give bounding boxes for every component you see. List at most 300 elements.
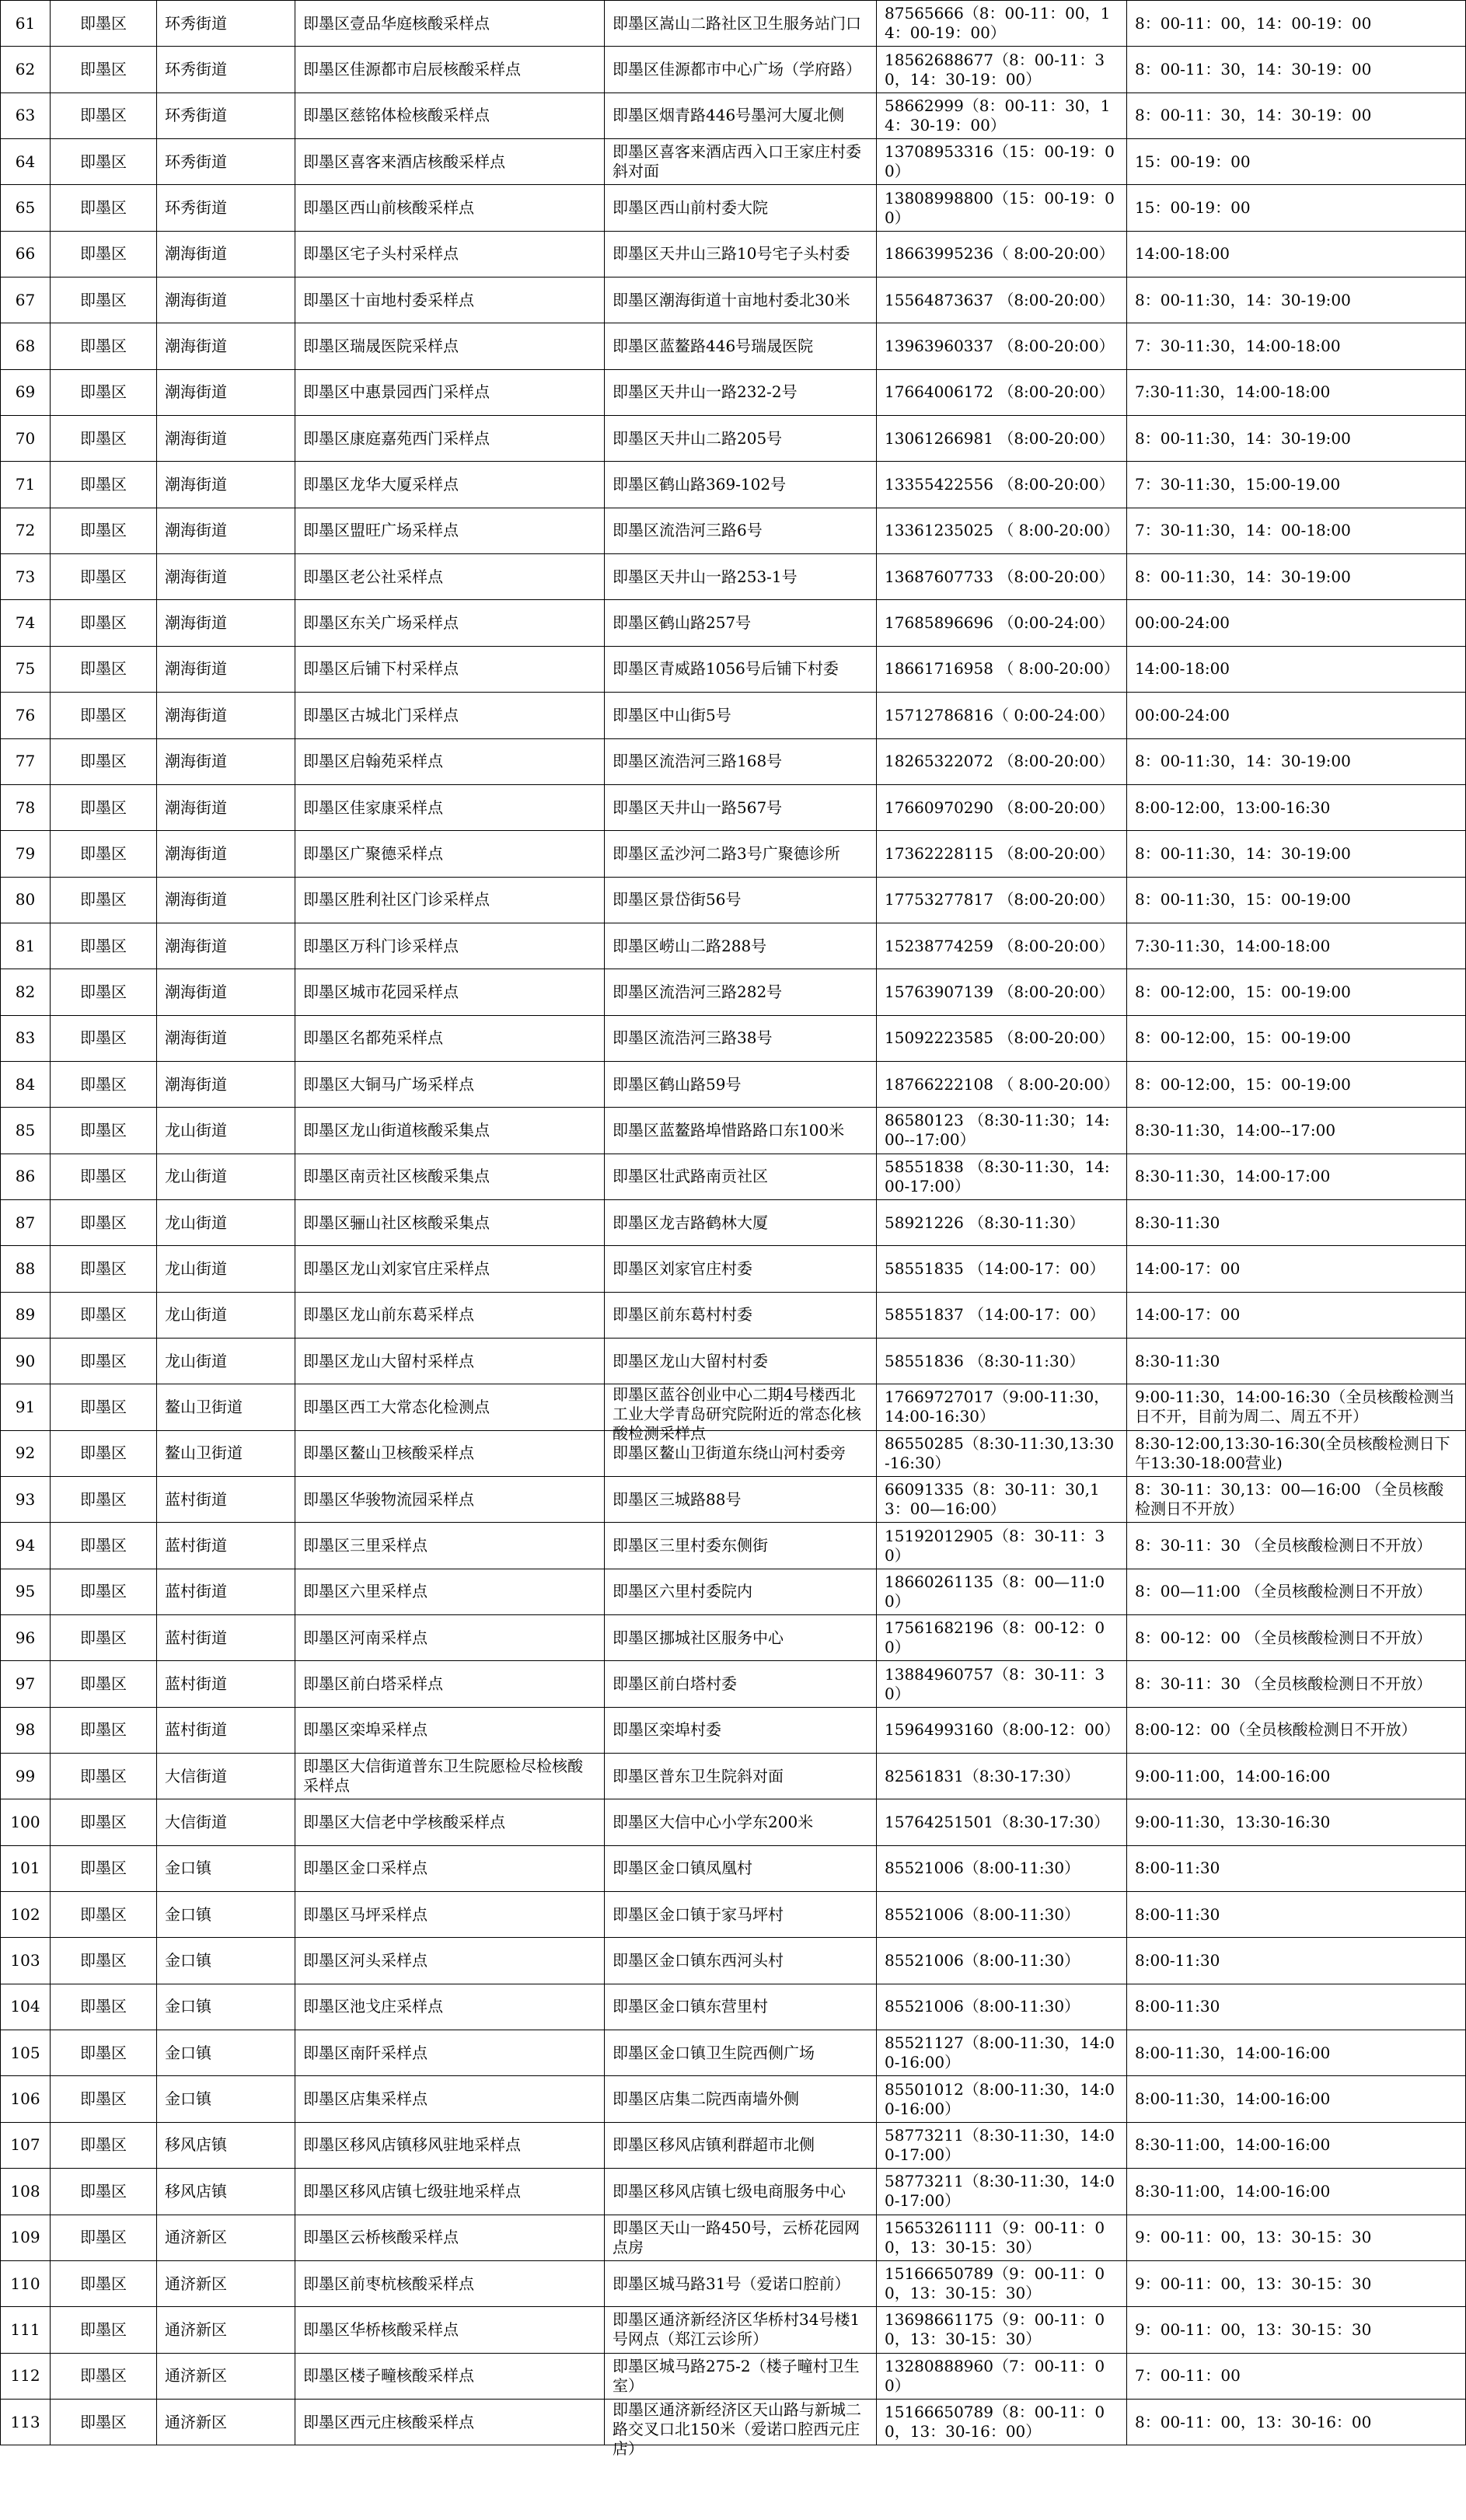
district-cell [51,646,157,692]
service-hours-text: 8:00-12：00（全员核酸检测日不开放） [1135,1720,1417,1740]
site-address-text: 即墨区孟沙河二路3号广聚德诊所 [613,843,840,863]
site-name-text: 即墨区胜利社区门诊采样点 [303,890,490,909]
subdistrict-cell [157,462,295,508]
site-address-text: 即墨区三城路88号 [613,1489,742,1509]
row-number-cell [1,1615,51,1661]
site-name-cell [295,1892,605,1938]
table-row [1,1430,1466,1476]
contact-and-hours-text: 58662999（8：00-11：30，14：30-19：00） [885,96,1111,134]
district-text: 即墨区 [80,60,127,79]
site-name-cell [295,2399,605,2445]
row-number-cell [1,2122,51,2168]
row-number-cell [1,1246,51,1292]
service-hours-text: 14:00-17：00 [1135,1305,1241,1325]
district-text: 即墨区 [80,428,127,448]
table-row [1,47,1466,92]
table-row [1,2353,1466,2399]
site-address-cell [605,923,877,969]
district-cell [51,738,157,784]
district-text: 即墨区 [80,1120,127,1140]
contact-and-hours-cell [877,1338,1127,1384]
site-name-cell [295,462,605,508]
site-name-text: 即墨区西元庄核酸采样点 [303,2412,474,2431]
row-number-cell [1,1292,51,1338]
service-hours-cell [1127,831,1466,877]
site-name-text: 即墨区龙山大留村采样点 [303,1351,474,1370]
site-address-text: 即墨区前白塔村委 [613,1674,737,1694]
service-hours-cell [1127,1015,1466,1061]
site-name-text: 即墨区老公社采样点 [303,567,443,586]
site-address-cell [605,1615,877,1661]
contact-and-hours-cell [877,1061,1127,1107]
service-hours-text: 8：00-11:30，14：30-19:00 [1135,428,1351,448]
district-cell [51,1154,157,1199]
contact-and-hours-text: 18663995236（ 8:00-20:00） [885,244,1115,264]
subdistrict-cell [157,47,295,92]
contact-and-hours-text: 13698661175（9：00-11：00，13：30-15：30） [885,2310,1105,2349]
site-name-text: 即墨区佳源都市启辰核酸采样点 [303,60,521,79]
service-hours-text: 9:00-11:00，14:00-16:00 [1135,1766,1331,1785]
site-address-text: 即墨区景岱街56号 [613,890,742,909]
site-name-cell [295,369,605,415]
row-number-text: 86 [15,1167,36,1186]
site-name-text: 即墨区金口采样点 [303,1859,428,1878]
site-address-text: 即墨区流浩河三路168号 [613,752,783,771]
district-text: 即墨区 [80,1213,127,1232]
district-text: 即墨区 [80,106,127,125]
district-text: 即墨区 [80,1997,127,2016]
district-cell [51,1661,157,1707]
row-number-text: 70 [15,428,36,448]
site-name-cell [295,877,605,923]
site-address-text: 即墨区西山前村委大院 [613,198,768,218]
site-name-text: 即墨区康庭嘉苑西门采样点 [303,428,490,448]
row-number-cell [1,139,51,185]
site-name-cell [295,1292,605,1338]
row-number-text: 62 [15,60,36,79]
district-cell [51,1108,157,1154]
contact-and-hours-text: 13884960757（8：30-11：30） [885,1664,1105,1703]
district-text: 即墨区 [80,982,127,1001]
row-number-cell [1,462,51,508]
district-text: 即墨区 [80,1813,127,1832]
row-number-cell [1,2399,51,2445]
subdistrict-cell [157,2169,295,2215]
subdistrict-text: 环秀街道 [165,13,227,33]
district-cell [51,1246,157,1292]
contact-and-hours-text: 17362228115 （8:00-20:00） [885,843,1115,863]
row-number-cell [1,554,51,600]
site-name-text: 即墨区鳌山卫核酸采样点 [303,1443,474,1463]
subdistrict-text: 金口镇 [165,1951,211,1970]
district-text: 即墨区 [80,936,127,955]
district-cell [51,1430,157,1476]
service-hours-text: 8：00-11:30，14：30-19:00 [1135,752,1351,771]
row-number-text: 88 [15,1258,36,1278]
contact-and-hours-cell [877,1523,1127,1569]
table-row [1,185,1466,231]
district-text: 即墨区 [80,1582,127,1601]
contact-and-hours-cell [877,554,1127,600]
service-hours-text: 8:00-11:30 [1135,1997,1220,2016]
district-text: 即墨区 [80,1951,127,1970]
table-row [1,416,1466,462]
site-name-cell [295,2122,605,2168]
district-cell [51,554,157,600]
contact-and-hours-text: 15964993160（8:00-12：00） [885,1720,1120,1740]
district-text: 即墨区 [80,2319,127,2339]
subdistrict-cell [157,1430,295,1476]
site-address-cell [605,1384,877,1443]
contact-and-hours-cell [877,2260,1127,2306]
district-text: 即墨区 [80,1258,127,1278]
table-row [1,462,1466,508]
site-address-cell [605,185,877,231]
subdistrict-text: 潮海街道 [165,613,227,633]
table-row [1,1892,1466,1938]
row-number-text: 98 [15,1720,36,1740]
contact-and-hours-cell [877,1569,1127,1614]
contact-and-hours-cell [877,877,1127,923]
site-address-cell [605,1892,877,1938]
subdistrict-cell [157,369,295,415]
service-hours-cell [1127,1754,1466,1799]
site-address-cell [605,2307,877,2353]
table-row [1,231,1466,277]
subdistrict-text: 环秀街道 [165,60,227,79]
site-address-text: 即墨区城马路275-2（楼子疃村卫生室） [613,2356,860,2395]
district-text: 即墨区 [80,1397,127,1416]
row-number-cell [1,2215,51,2260]
site-name-text: 即墨区中惠景园西门采样点 [303,382,490,402]
district-text: 即墨区 [80,798,127,817]
site-name-cell [295,2076,605,2122]
site-name-cell [295,784,605,830]
subdistrict-text: 蓝村街道 [165,1582,227,1601]
service-hours-cell [1127,646,1466,692]
service-hours-cell [1127,369,1466,415]
site-address-cell [605,831,877,877]
subdistrict-cell [157,1754,295,1799]
district-cell [51,369,157,415]
site-name-cell [295,1615,605,1661]
subdistrict-text: 移风店镇 [165,2181,227,2201]
table-row [1,1015,1466,1061]
subdistrict-text: 龙山街道 [165,1351,227,1370]
site-name-text: 即墨区古城北门采样点 [303,705,459,724]
row-number-text: 95 [15,1582,36,1601]
service-hours-cell [1127,1799,1466,1845]
site-address-text: 即墨区挪城社区服务中心 [613,1628,784,1647]
row-number-text: 106 [10,2089,40,2109]
district-cell [51,508,157,553]
subdistrict-text: 通济新区 [165,2366,227,2386]
site-address-text: 即墨区天井山二路205号 [613,428,783,448]
table-row [1,1292,1466,1338]
service-hours-text: 8：00-11:30，14：30-19:00 [1135,843,1351,863]
table-row [1,277,1466,323]
district-text: 即墨区 [80,244,127,264]
site-address-cell [605,738,877,784]
table-row [1,1661,1466,1707]
site-address-text: 即墨区移风店镇七级电商服务中心 [613,2181,846,2201]
row-number-cell [1,693,51,738]
site-name-text: 即墨区龙山街道核酸采集点 [303,1120,490,1140]
subdistrict-text: 潮海街道 [165,752,227,771]
row-number-text: 71 [15,475,36,494]
service-hours-cell [1127,1292,1466,1338]
district-cell [51,969,157,1015]
site-address-cell [605,2260,877,2306]
site-address-text: 即墨区金口镇于家马坪村 [613,1904,784,1924]
site-name-text: 即墨区栾埠采样点 [303,1720,428,1740]
site-name-text: 即墨区华骏物流园采样点 [303,1489,474,1509]
site-name-text: 即墨区移风店镇移风驻地采样点 [303,2135,521,2155]
district-cell [51,1061,157,1107]
contact-and-hours-cell [877,646,1127,692]
site-name-cell [295,323,605,369]
subdistrict-cell [157,1015,295,1061]
site-name-text: 即墨区大信老中学核酸采样点 [303,1813,505,1832]
contact-and-hours-text: 85521127（8:00-11:30，14:00-16:00） [885,2033,1115,2072]
contact-and-hours-text: 17561682196（8：00-12：00） [885,1618,1105,1657]
contact-and-hours-text: 15564873637 （8:00-20:00） [885,290,1115,309]
site-address-text: 即墨区流浩河三路6号 [613,521,763,540]
row-number-text: 84 [15,1074,36,1094]
subdistrict-text: 环秀街道 [165,198,227,218]
subdistrict-cell [157,1384,295,1430]
subdistrict-cell [157,1984,295,2030]
table-row [1,1154,1466,1199]
row-number-text: 89 [15,1305,36,1325]
table-row [1,1799,1466,1845]
row-number-cell [1,92,51,138]
subdistrict-cell [157,1799,295,1845]
table-row [1,2260,1466,2306]
site-name-text: 即墨区广聚德采样点 [303,843,443,863]
table-row [1,2076,1466,2122]
site-address-text: 即墨区喜客来酒店西入口王家庄村委斜对面 [613,142,861,181]
table-row [1,1984,1466,2030]
row-number-text: 67 [15,290,36,309]
site-name-cell [295,2169,605,2215]
contact-and-hours-cell [877,1707,1127,1753]
row-number-cell [1,2307,51,2353]
district-text: 即墨区 [80,1628,127,1647]
service-hours-text: 8：00-12:00，15：00-19:00 [1135,1028,1351,1048]
site-address-cell [605,2169,877,2215]
row-number-cell [1,369,51,415]
site-name-text: 即墨区马坪采样点 [303,1904,428,1924]
row-number-text: 64 [15,152,36,171]
subdistrict-cell [157,784,295,830]
service-hours-cell [1127,738,1466,784]
subdistrict-cell [157,554,295,600]
site-address-text: 即墨区六里村委院内 [613,1582,752,1601]
contact-and-hours-cell [877,2215,1127,2260]
contact-and-hours-text: 15092223585 （8:00-20:00） [885,1028,1115,1048]
contact-and-hours-cell [877,1892,1127,1938]
district-text: 即墨区 [80,843,127,863]
service-hours-text: 8：00-11:30，14：30-19:00 [1135,567,1351,586]
site-name-text: 即墨区六里采样点 [303,1582,428,1601]
service-hours-cell [1127,508,1466,553]
site-name-text: 即墨区池戈庄采样点 [303,1997,443,2016]
contact-and-hours-cell [877,416,1127,462]
district-cell [51,2399,157,2445]
row-number-text: 78 [15,798,36,817]
subdistrict-cell [157,231,295,277]
row-number-cell [1,877,51,923]
subdistrict-text: 通济新区 [165,2228,227,2247]
row-number-text: 69 [15,382,36,402]
contact-and-hours-cell [877,2353,1127,2399]
row-number-cell [1,231,51,277]
table-row [1,2215,1466,2260]
subdistrict-cell [157,323,295,369]
site-name-cell [295,47,605,92]
contact-and-hours-text: 13355422556 （8:00-20:00） [885,475,1115,494]
district-text: 即墨区 [80,659,127,679]
row-number-cell [1,2260,51,2306]
row-number-text: 72 [15,521,36,540]
site-address-cell [605,1661,877,1707]
district-text: 即墨区 [80,1351,127,1370]
table-row [1,738,1466,784]
service-hours-cell [1127,2169,1466,2215]
district-cell [51,462,157,508]
subdistrict-cell [157,1061,295,1107]
contact-and-hours-text: 85521006（8:00-11:30） [885,1859,1080,1878]
row-number-cell [1,1892,51,1938]
district-cell [51,1799,157,1845]
service-hours-cell [1127,1154,1466,1199]
district-text: 即墨区 [80,382,127,402]
site-name-text: 即墨区河南采样点 [303,1628,428,1647]
contact-and-hours-text: 58551836 （8:30-11:30） [885,1351,1085,1370]
contact-and-hours-cell [877,92,1127,138]
site-address-cell [605,1061,877,1107]
row-number-cell [1,2076,51,2122]
row-number-text: 93 [15,1489,36,1509]
subdistrict-cell [157,1661,295,1707]
site-address-cell [605,508,877,553]
district-text: 即墨区 [80,890,127,909]
contact-and-hours-cell [877,784,1127,830]
subdistrict-text: 潮海街道 [165,428,227,448]
row-number-text: 110 [10,2274,40,2293]
row-number-text: 99 [15,1766,36,1785]
service-hours-cell [1127,693,1466,738]
contact-and-hours-cell [877,969,1127,1015]
service-hours-text: 14:00-18:00 [1135,659,1230,679]
site-address-cell [605,2030,877,2076]
row-number-text: 66 [15,244,36,264]
subdistrict-cell [157,1938,295,1984]
site-name-text: 即墨区云桥核酸采样点 [303,2228,459,2247]
site-name-text: 即墨区三里采样点 [303,1536,428,1555]
site-address-text: 即墨区壮武路南贡社区 [613,1167,768,1186]
site-address-text: 即墨区鹤山路257号 [613,613,752,633]
site-name-cell [295,1015,605,1061]
site-name-cell [295,1246,605,1292]
site-address-text: 即墨区蓝鳌路埠惜路路口东100米 [613,1120,845,1140]
site-address-text: 即墨区前东葛村村委 [613,1305,752,1325]
service-hours-text: 8:30-11:00，14:00-16:00 [1135,2135,1331,2155]
subdistrict-text: 潮海街道 [165,521,227,540]
subdistrict-text: 金口镇 [165,2043,211,2062]
subdistrict-cell [157,1108,295,1154]
site-name-cell [295,1061,605,1107]
service-hours-cell [1127,1984,1466,2030]
contact-and-hours-cell [877,738,1127,784]
site-name-cell [295,1799,605,1845]
subdistrict-cell [157,969,295,1015]
district-text: 即墨区 [80,2181,127,2201]
district-cell [51,2076,157,2122]
district-text: 即墨区 [80,521,127,540]
service-hours-cell [1127,277,1466,323]
district-cell [51,831,157,877]
table-row [1,969,1466,1015]
service-hours-text: 9:00-11:30，14:00-16:30（全员核酸检测当日不开，目前为周二、周五不开） [1135,1387,1455,1426]
contact-and-hours-text: 13361235025 （ 8:00-20:00） [885,521,1119,540]
contact-and-hours-text: 18660261135（8：00—11:00） [885,1572,1105,1611]
site-name-cell [295,2307,605,2353]
district-cell [51,92,157,138]
district-cell [51,1845,157,1891]
contact-and-hours-text: 17669727017（9:00-11:30，14:00-16:30） [885,1387,1110,1426]
site-address-cell [605,784,877,830]
subdistrict-cell [157,1199,295,1245]
site-address-cell [605,323,877,369]
service-hours-cell [1127,2353,1466,2399]
service-hours-cell [1127,2076,1466,2122]
table-row [1,693,1466,738]
service-hours-text: 7：30-11:30，14：00-18:00 [1135,521,1351,540]
site-name-cell [295,1338,605,1384]
site-address-cell [605,1246,877,1292]
contact-and-hours-text: 82561831（8:30-17:30） [885,1766,1080,1785]
district-cell [51,1615,157,1661]
site-name-text: 即墨区佳家康采样点 [303,798,443,817]
service-hours-text: 15：00-19：00 [1135,152,1251,171]
site-address-text: 即墨区青威路1056号后铺下村委 [613,659,839,679]
row-number-cell [1,508,51,553]
district-cell [51,1892,157,1938]
site-address-text: 即墨区流浩河三路282号 [613,982,783,1001]
contact-and-hours-cell [877,139,1127,185]
table-row [1,1,1466,47]
district-text: 即墨区 [80,13,127,33]
site-address-text: 即墨区蓝鳌路446号瑞晟医院 [613,337,814,356]
contact-and-hours-text: 66091335（8：30-11：30,13：00—16:00） [885,1480,1100,1519]
row-number-cell [1,969,51,1015]
site-address-cell [605,462,877,508]
subdistrict-cell [157,1615,295,1661]
subdistrict-text: 鳌山卫街道 [165,1397,243,1416]
service-hours-cell [1127,877,1466,923]
contact-and-hours-text: 15764251501（8:30-17:30） [885,1813,1110,1832]
table-row [1,1845,1466,1891]
site-address-cell [605,1707,877,1753]
contact-and-hours-cell [877,277,1127,323]
row-number-cell [1,1661,51,1707]
service-hours-text: 9：00-11：00，13：30-15：30 [1135,2228,1372,2247]
contact-and-hours-cell [877,1845,1127,1891]
service-hours-cell [1127,1661,1466,1707]
site-address-cell [605,693,877,738]
